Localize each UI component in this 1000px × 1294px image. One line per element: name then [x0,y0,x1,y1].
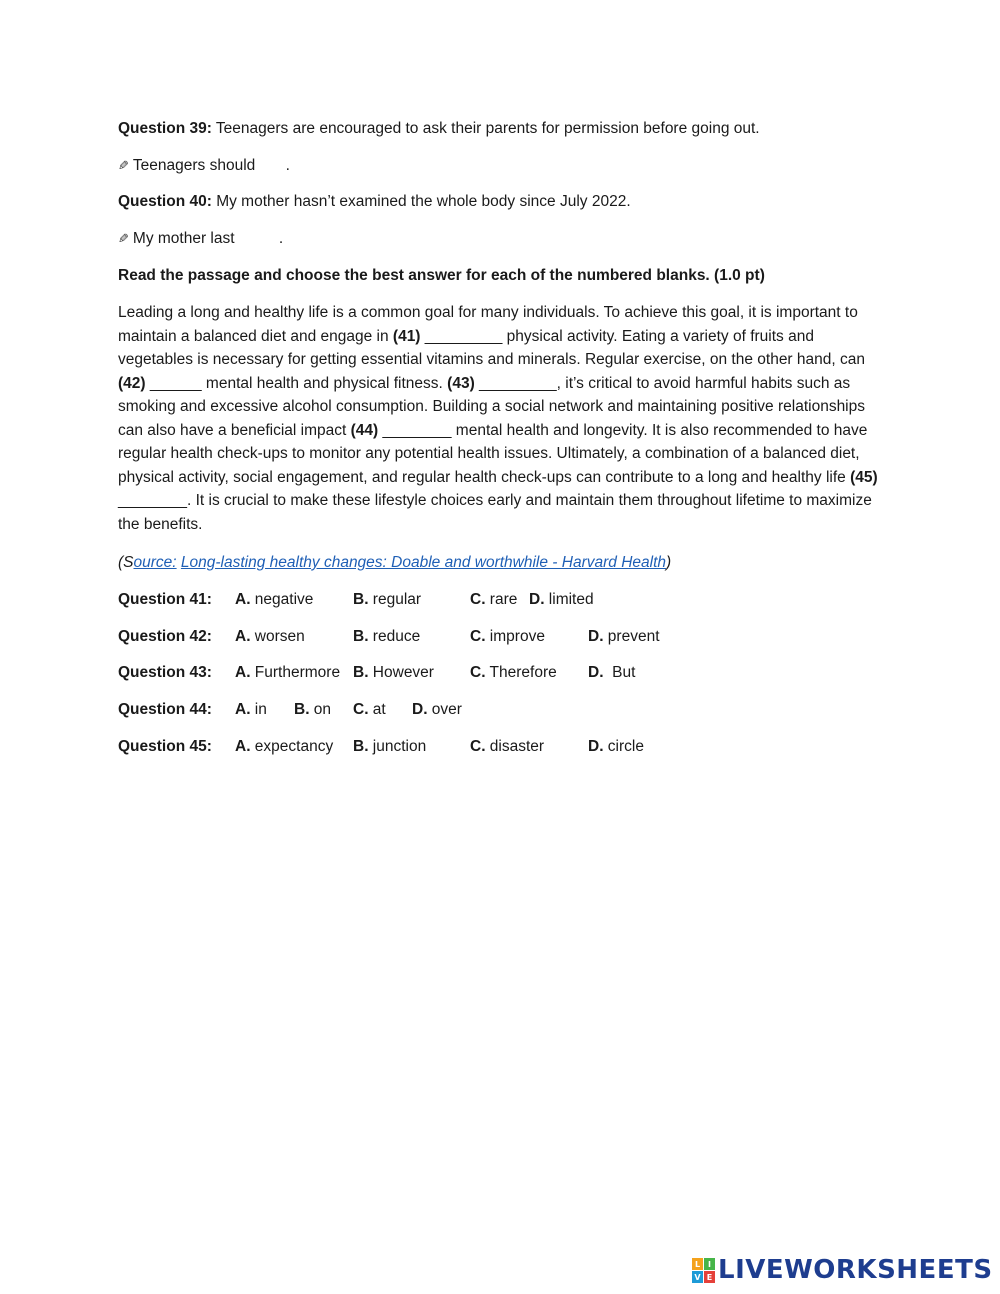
option-text: regular [368,591,422,608]
option-letter: B. [353,664,369,681]
question-39 [118,117,760,141]
question-label: Question 41: [118,591,212,608]
option-text: Therefore [485,664,557,681]
option-text: disaster [485,738,545,755]
option-letter: D. [588,628,604,645]
option-letter: A. [235,701,251,718]
option-text: junction [368,738,427,755]
answer-option[interactable] [235,661,340,685]
logo-mark-letter: E [704,1271,715,1283]
answer-option[interactable] [529,588,594,612]
option-letter: B. [353,628,369,645]
option-letter: B. [294,701,310,718]
answer-option[interactable] [294,698,331,722]
liveworksheets-logo [692,1255,993,1285]
answer-option[interactable] [353,661,434,685]
option-text: circle [603,738,644,755]
question-row [118,588,888,612]
option-text: limited [544,591,594,608]
answer-option[interactable] [235,625,305,649]
question-40-rewrite [118,227,283,251]
answer-option[interactable] [588,735,644,759]
rewrite-end: . [278,230,284,247]
question-39-text: Teenagers are encouraged to ask their parents for permission before going out. [215,120,760,137]
blank-number-41: (41) [392,327,421,345]
question-40 [118,190,631,214]
answer-option[interactable] [470,588,517,612]
option-text: over [427,701,462,718]
option-text: on [309,701,332,718]
option-letter: C. [470,591,486,608]
blank-number-43: (43) [447,374,475,392]
option-text: rare [485,591,518,608]
question-row [118,698,888,722]
option-letter: D. [412,701,428,718]
option-text: at [368,701,386,718]
blank-number-42: (42) [118,374,146,392]
option-letter: C. [470,738,486,755]
question-label: Question 43: [118,664,212,681]
question-40-text: My mother hasn’t examined the whole body since July 2022. [216,193,631,210]
option-text: in [250,701,267,718]
question-row [118,735,888,759]
instruction [118,264,765,288]
option-text: But [603,664,636,681]
option-letter: C. [470,664,486,681]
pen-icon: ✎ [118,231,129,246]
logo-text: LIVEWORKSHEETS [718,1255,993,1285]
question-39-label: Question 39: [118,120,212,137]
answer-option[interactable] [353,588,421,612]
option-letter: A. [235,591,251,608]
option-text: worsen [250,628,305,645]
pen-icon: ✎ [118,158,129,173]
instruction-text: Read the passage and choose the best answer for each of the numbered blanks. (1.0 pt) [118,267,765,284]
option-letter: A. [235,738,251,755]
option-text: improve [485,628,545,645]
option-letter: D. [588,738,604,755]
rewrite-stem: Teenagers should [132,157,256,174]
answer-option[interactable] [235,735,333,759]
answer-option[interactable] [588,625,660,649]
option-letter: A. [235,664,251,681]
blank-number-44: (44) [350,421,379,439]
option-letter: C. [470,628,486,645]
source-link[interactable]: ource: [133,554,177,571]
option-text: reduce [368,628,421,645]
option-letter: B. [353,738,369,755]
answer-option[interactable] [412,698,462,722]
logo-mark-icon [692,1258,714,1282]
answer-option[interactable] [588,661,635,685]
option-text: negative [250,591,314,608]
answer-option[interactable] [470,625,545,649]
logo-mark-letter: V [692,1271,703,1283]
source-citation: (Source: Long-lasting healthy changes: Doable and worthwhile - Harvard Health) [118,554,672,571]
answer-option[interactable] [235,588,313,612]
question-label: Question 45: [118,738,212,755]
answer-option[interactable] [353,735,426,759]
rewrite-stem: My mother last [132,230,235,247]
logo-mark-letter: I [704,1258,715,1270]
option-text: However [368,664,434,681]
option-text: prevent [603,628,660,645]
option-letter: B. [353,591,369,608]
answer-option[interactable] [353,698,386,722]
blank-number-45: (45) [850,468,878,486]
logo-mark-letter: L [692,1258,703,1270]
option-text: expectancy [250,738,334,755]
question-row [118,625,888,649]
option-letter: D. [588,664,604,681]
question-40-label: Question 40: [118,193,212,210]
option-letter: A. [235,628,251,645]
question-label: Question 42: [118,628,212,645]
answer-option[interactable] [235,698,267,722]
option-letter: C. [353,701,369,718]
option-letter: D. [529,591,545,608]
question-label: Question 44: [118,701,212,718]
answer-option[interactable] [470,661,557,685]
rewrite-end: . [285,157,290,174]
question-row [118,661,888,685]
question-39-rewrite [118,154,290,178]
answer-option[interactable] [470,735,544,759]
answer-option[interactable] [353,625,420,649]
source-link-title[interactable]: Long-lasting healthy changes: Doable and worthwhile - Harvard Health [180,554,666,571]
passage: Leading a long and healthy life is a common goal for many individuals. To achieve this goal, it is important to maintain a balanced diet and engage in (41) _________ physical activity. Eating a variety of fruits and vegetables is necessary for getting essential vitamins and minerals. Regular exercise, on the other hand, can (42) ______ mental health and physical fitness. (43) _________, it’s critical to avoid harmful habits such as smoking and excessive alcohol consumption. Building a social network and maintaining positive relationships can also have a beneficial impact (44) ________ mental health and longevity. It is also recommended to have regular health check-ups to monitor any potential health issues. Ultimately, a combination of a balanced diet, physical activity, social engagement, and regular health check-ups can contribute to a long and healthy life (45) ________. It is crucial to make these lifestyle choices early and maintain them throughout lifetime to maximize the benefits. [118,304,878,533]
option-text: Furthermore [250,664,341,681]
